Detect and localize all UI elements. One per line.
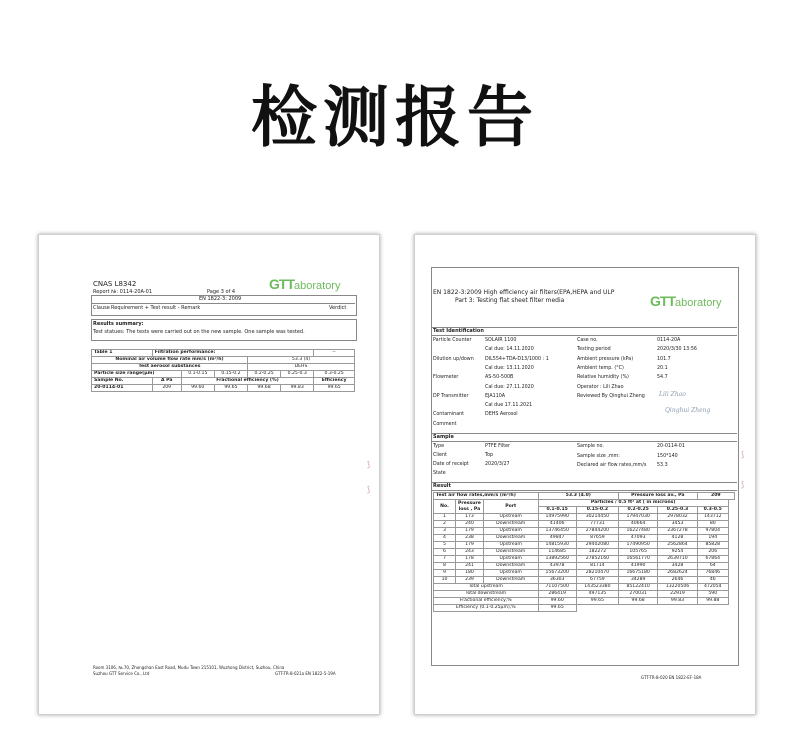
particle-count: 2367278 [658, 528, 697, 535]
table-row [434, 570, 735, 577]
size-range-cell: 0.3-0.25 [314, 371, 355, 378]
field-value: 20.1 [657, 365, 668, 371]
row-no: 1 [434, 514, 456, 521]
dpa-value: 209 [152, 385, 181, 392]
report-page-test-data [414, 234, 756, 715]
row-pressure: 240 [456, 521, 484, 528]
particle-count: 17947030 [618, 514, 657, 521]
field-value: PTFE Filter [485, 444, 511, 449]
total-down-cell: 590 [697, 591, 728, 598]
frac-cell: 99.60 [538, 598, 576, 605]
row-pressure: 243 [456, 549, 484, 556]
particle-count: 67759 [576, 577, 618, 584]
report-heading-line2: Part 3: Testing flat sheet filter media [455, 297, 565, 304]
stamp-mark: ⟆ [741, 480, 745, 489]
table-row [434, 563, 735, 570]
size-col-header: 0.3-0.5 [697, 507, 728, 514]
field-label: Ambient pressure (kPa) [577, 356, 634, 362]
size-range-cell: 0.15-0.2 [214, 371, 247, 378]
size-col-header: 0.25-0.3 [658, 507, 697, 514]
field-label: Sample no. [577, 444, 604, 449]
field-label: Case no. [577, 338, 598, 343]
field-label: Contaminant [433, 412, 465, 418]
particle-count: 76846 [697, 570, 728, 577]
particle-count: 41406 [538, 521, 576, 528]
test-statues-text: Test statues: The tests were carried out on the new sample. One sample was tested. [93, 329, 305, 335]
particle-count: 4128 [658, 535, 697, 542]
gtt-logo: GTTaboratory [650, 293, 722, 309]
row-pressure: 238 [456, 535, 484, 542]
col-no: No. [434, 500, 456, 514]
section-result: Result [431, 482, 737, 491]
particle-count: 64 [697, 563, 728, 570]
particle-count: 34289 [618, 577, 657, 584]
total-up-cell: 85122410 [618, 584, 657, 591]
gtt-logo: GTTaboratory [269, 276, 341, 292]
particle-count: 97804 [697, 528, 728, 535]
field-label: Comment [433, 421, 457, 427]
row-no: 10 [434, 577, 456, 584]
row-no: 5 [434, 542, 456, 549]
field-value: Cal due: 27.11.2020 [485, 384, 534, 390]
field-value: 2020/3/27 [485, 462, 510, 467]
table-row [434, 535, 735, 542]
field-label: Sample size ,mm: [577, 453, 620, 459]
particle-count: 9254 [658, 549, 697, 556]
sample-id: 20-0114-01 [92, 385, 153, 392]
nominal-flow-value: 53.3 (4) [248, 357, 355, 364]
row-pressure: 241 [456, 563, 484, 570]
particle-count: 43978 [538, 563, 576, 570]
field-value: Top [485, 453, 494, 458]
particle-count: 13892560 [538, 556, 576, 563]
particle-count: 81714 [576, 563, 618, 570]
size-col-header: 0.15-0.2 [576, 507, 618, 514]
row-no: 4 [434, 535, 456, 542]
particle-count: 27852160 [576, 556, 618, 563]
table-dash: -- [314, 350, 355, 357]
particle-count: 2562864 [658, 542, 697, 549]
nominal-flow-label: Nominal air volume flow rate mm/s (m³/h) [92, 357, 248, 364]
results-summary-heading: Results summary: [93, 321, 144, 327]
col-port: Port [483, 500, 538, 514]
particle-count: 14975990 [538, 514, 576, 521]
reviewer-signature: Qinghui Zheng [665, 407, 711, 414]
particle-count: 30214450 [576, 514, 618, 521]
eff-value: 99.65 [314, 385, 355, 392]
pressure-label: Pressure loss av., Pa [618, 493, 697, 500]
row-port: Downstream [483, 521, 538, 528]
stamp-mark: ⟆ [741, 450, 745, 459]
results-table [433, 492, 735, 612]
field-value: 0114-20A [657, 338, 681, 343]
field-label: Type [433, 444, 445, 449]
col-requirement: Requirement + Test result - Remark [111, 305, 201, 311]
field-value: Cal due: 14.11.2020 [485, 347, 534, 353]
row-port: Downstream [483, 563, 538, 570]
total-up-cell: 143523380 [576, 584, 618, 591]
particle-count: 194 [697, 535, 728, 542]
page-title: 检测报告 [251, 79, 539, 156]
row-no: 7 [434, 556, 456, 563]
frac-cell: 99.68 [618, 598, 657, 605]
field-value: 54.7 [657, 375, 668, 381]
eff-value: 99.60 [181, 385, 214, 392]
table-row [434, 549, 735, 556]
particle-count: 2978032 [658, 514, 697, 521]
particle-count: 3428 [658, 563, 697, 570]
particle-count: 16561770 [618, 556, 657, 563]
row-no: 6 [434, 549, 456, 556]
row-port: Downstream [483, 577, 538, 584]
total-down-cell: 270031 [618, 591, 657, 598]
filtration-performance-table [91, 349, 355, 392]
report-page-summary [38, 234, 380, 715]
size-range-cell: 0.25-0.3 [281, 371, 314, 378]
size-range-label: Particle size range(μm) [92, 371, 182, 378]
page-number: Page 3 of 4 [207, 289, 236, 295]
standard-name: EN 1822-3: 2009 [199, 296, 242, 302]
total-down-cell: 497135 [576, 591, 618, 598]
footer-address: Room 3106, №.70, Zhongshan East Road, Mudu Town 215101, Wuzhong District, Suzhou, China [93, 665, 285, 670]
particle-count: 2639710 [658, 556, 697, 563]
particle-count: 67864 [697, 556, 728, 563]
particle-count: 85828 [697, 542, 728, 549]
table-label: Table 1 [92, 350, 153, 357]
field-label: Relative humidity (%) [577, 375, 629, 381]
efficiency-label: Efficiency [314, 378, 355, 385]
field-value: 2020/3/30 13:56 [657, 347, 697, 353]
field-label: Date of receipt [433, 462, 469, 467]
eff-value: 99.83 [281, 385, 314, 392]
total-up-cell: 472054 [697, 584, 728, 591]
field-label: Operator : Lili Zhao [577, 384, 624, 390]
total-up-cell: 71107500 [538, 584, 576, 591]
field-value: 101.7 [657, 356, 671, 362]
row-no: 9 [434, 570, 456, 577]
particle-count: 46 [697, 577, 728, 584]
footer-company: Suzhou GTT Service Co., Ltd [93, 671, 150, 676]
field-value: DIL554+TDA-D13/1000 : 1 [485, 356, 549, 362]
operator-signature: Lili Zhao [659, 391, 686, 398]
particle-count: 3453 [658, 521, 697, 528]
particle-count: 2682624 [658, 570, 697, 577]
footer-code: GTT-TR-8-021a EN 1822-5-19A [275, 671, 336, 676]
particle-count: 77731 [576, 521, 618, 528]
pressure-value: 209 [697, 493, 734, 500]
cnas-number: CNAS L8342 [93, 280, 137, 288]
particle-count: 2646 [658, 577, 697, 584]
size-range-cell: 0.1-0.15 [181, 371, 214, 378]
fractional-label: Fractional efficiency (%) [181, 378, 314, 385]
particle-count: 41990 [618, 563, 657, 570]
field-label: Reviewed By Qinghui Zheng [577, 393, 645, 399]
particle-count: 36303 [538, 577, 576, 584]
table-row [434, 577, 735, 584]
flow-value: 53.3 (4.0) [538, 493, 618, 500]
table-caption: Filtration performance: [152, 350, 314, 357]
aerosol-value: DEHS [248, 364, 355, 371]
row-port: Downstream [483, 535, 538, 542]
row-no: 2 [434, 521, 456, 528]
size-col-header: 0.1-0.15 [538, 507, 576, 514]
particle-count: 40664 [618, 521, 657, 528]
row-pressure: 178 [456, 556, 484, 563]
particle-count: 105765 [618, 549, 657, 556]
col-particles: Particles / 0.5 ft³ at ( in microns) [538, 500, 728, 507]
footer-code: GTT-TR-8-020 EN 1822-EF-18A [641, 675, 702, 680]
table-row [434, 528, 735, 535]
field-label: Declared air flow rates,mm/s [577, 463, 647, 468]
field-value: 150*140 [657, 453, 678, 459]
eff-label: Efficiency (0.1-0.25μm),% [434, 605, 539, 612]
size-col-header: 0.2-0.25 [618, 507, 657, 514]
field-label: Flowmeter [433, 375, 459, 381]
field-value: Cal due 17.11.2021 [485, 403, 533, 409]
table-row [92, 385, 355, 392]
report-number: Report №: 0114-20A-01 [93, 289, 153, 295]
particle-count: 15673200 [538, 570, 576, 577]
particle-count: 13746450 [538, 528, 576, 535]
field-label: Particle Counter [433, 338, 472, 343]
col-verdict: Verdict [329, 305, 347, 311]
frac-cell: 99.88 [697, 598, 728, 605]
field-value: AS-50-500B [485, 375, 514, 381]
row-port: Upstream [483, 542, 538, 549]
row-pressure: 239 [456, 577, 484, 584]
particle-count: 87659 [576, 535, 618, 542]
dpa-label: Δ Pa [152, 378, 181, 385]
table-row [434, 521, 735, 528]
row-no: 3 [434, 528, 456, 535]
field-value: Cal due: 13.11.2020 [485, 365, 534, 371]
particle-count: 17490950 [618, 542, 657, 549]
particle-count: 47093 [618, 535, 657, 542]
section-sample: Sample [431, 433, 737, 442]
field-value: EJA110A [485, 393, 506, 399]
eff-total: 99.65 [538, 605, 576, 612]
col-clause: Clause [93, 305, 110, 311]
field-label: Ambient temp. (°C) [577, 365, 624, 371]
total-down-cell: 286419 [538, 591, 576, 598]
report-heading-line1: EN 1822-3:2009 High efficiency air filters(EPA,HEPA and ULP [433, 289, 615, 296]
particle-count: 80 [697, 521, 728, 528]
sample-no-label: Sample No. [92, 378, 153, 385]
flow-label: Test air flow rates,mm/s (m³/h) [434, 493, 539, 500]
row-port: Upstream [483, 528, 538, 535]
frac-label: Fractional efficiency,% [434, 598, 539, 605]
particle-count: 29402080 [576, 542, 618, 549]
row-pressure: 179 [456, 542, 484, 549]
stamp-mark: ⟆ [367, 485, 371, 494]
table-row [434, 542, 735, 549]
size-range-cell: 0.2-0.25 [248, 371, 281, 378]
particle-count: 182272 [576, 549, 618, 556]
particle-count: 14815930 [538, 542, 576, 549]
row-port: Upstream [483, 570, 538, 577]
frac-cell: 99.65 [576, 598, 618, 605]
field-label: Client [433, 453, 447, 458]
section-test-identification: Test Identification [431, 327, 737, 336]
row-no: 8 [434, 563, 456, 570]
field-label: Dilution up/down [433, 356, 474, 362]
row-port: Upstream [483, 514, 538, 521]
row-pressure: 179 [456, 528, 484, 535]
field-value: DEHS Aerosol [485, 412, 518, 418]
field-value: 53.3 [657, 463, 668, 468]
total-up-cell: 13220506 [658, 584, 697, 591]
particle-count: 16227480 [618, 528, 657, 535]
row-pressure: 173 [456, 514, 484, 521]
aerosol-label: Test aerosol substances [92, 364, 248, 371]
total-down-label: Total downstream [434, 591, 539, 598]
eff-value: 99.65 [214, 385, 247, 392]
field-label: Testing period [577, 347, 611, 353]
field-label: DP Transmitter [433, 393, 469, 399]
row-pressure: 180 [456, 570, 484, 577]
particle-count: 49847 [538, 535, 576, 542]
frac-cell: 99.83 [658, 598, 697, 605]
total-down-cell: 22919 [658, 591, 697, 598]
particle-count: 27844200 [576, 528, 618, 535]
row-port: Upstream [483, 556, 538, 563]
total-up-label: Total upstream [434, 584, 539, 591]
table-row [434, 514, 735, 521]
particle-count: 114685 [538, 549, 576, 556]
particle-count: 143712 [697, 514, 728, 521]
col-pressure: Pressure loss , Pa [456, 500, 484, 514]
particle-count: 28210470 [576, 570, 618, 577]
field-label: State [433, 471, 446, 476]
row-port: Downstream [483, 549, 538, 556]
field-value: 20-0114-01 [657, 444, 685, 449]
stamp-mark: ⟆ [367, 460, 371, 469]
field-value: SOLAIR 1100 [485, 338, 517, 343]
eff-value: 99.68 [248, 385, 281, 392]
table-row [434, 556, 735, 563]
particle-count: 16675180 [618, 570, 657, 577]
particle-count: 206 [697, 549, 728, 556]
